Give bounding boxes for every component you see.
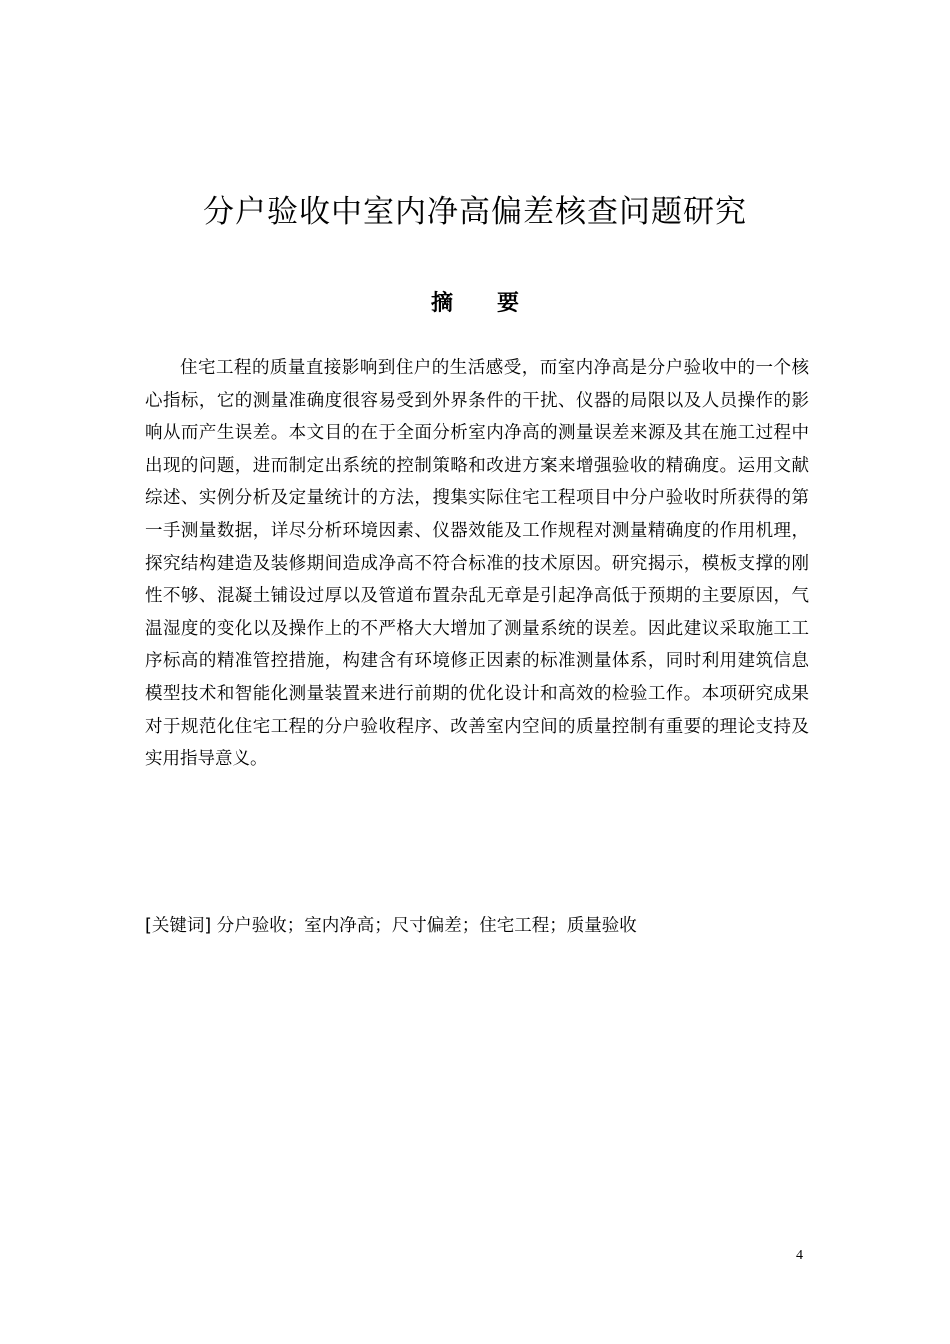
keywords-list: 分户验收；室内净高；尺寸偏差；住宅工程；质量验收 [216, 916, 637, 936]
abstract-heading-char-1: 摘 [430, 291, 453, 316]
keywords-line [145, 910, 809, 942]
abstract-heading-char-2: 要 [497, 291, 520, 316]
page-number: 4 [796, 1248, 803, 1263]
abstract-heading [0, 288, 950, 320]
document-title: 分户验收中室内净高偏差核查问题研究 [203, 194, 747, 230]
keywords-label: [关键词] [145, 916, 212, 936]
abstract-paragraph: 住宅工程的质量直接影响到住户的生活感受，而室内净高是分户验收中的一个核心指标，它的测量准确度很容易受到外界条件的干扰、仪器的局限以及人员操作的影响从而产生误差。本文目的在于全面分析室内净高的测量误差来源及其在施工过程中出现的问题，进而制定出系统的控制策略和改进方案来增强验收的精确度。运用文献综述、实例分析及定量统计的方法，搜集实际住宅工程项目中分户验收时所获得的第一手测量数据，详尽分析环境因素、仪器效能及工作规程对测量精确度的作用机理，探究结构建造及装修期间造成净高不符合标准的技术原因。研究揭示，模板支撑的刚性不够、混凝土铺设过厚以及管道布置杂乱无章是引起净高低于预期的主要原因，气温湿度的变化以及操作上的不严格大大增加了测量系统的误差。因此建议采取施工工序标高的精准管控措施，构建含有环境修正因素的标准测量体系，同时利用建筑信息模型技术和智能化测量装置来进行前期的优化设计和高效的检验工作。本项研究成果对于规范化住宅工程的分户验收程序、改善室内空间的质量控制有重要的理论支持及实用指导意义。 [145, 358, 809, 770]
